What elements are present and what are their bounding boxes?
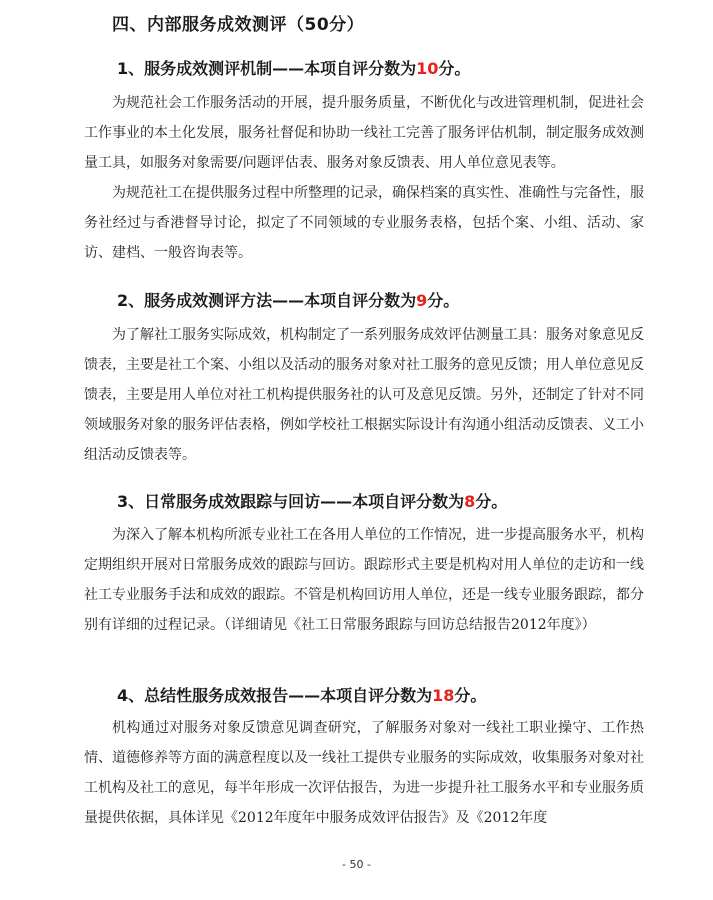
- item-2-heading-suffix: 分。: [427, 291, 460, 310]
- section-title: 四、内部服务成效测评（50分）: [112, 15, 365, 35]
- item-3-score: 8: [464, 492, 476, 511]
- item-1-heading-prefix: 1、服务成效测评机制——本项自评分数为: [117, 59, 417, 78]
- item-4-paragraph-1: 机构通过对服务对象反馈意见调查研究，了解服务对象对一线社工职业操守、工作热情、道德修养等方面的满意程度以及一线社工提供专业服务的实际成效，收集服务对象对社工机构及社工的意见，每半年形成一次评估报告，为进一步提升社工服务水平和专业服务质量提供依据，具体详见《2012年度年中服务成效评估报告》及《2012年度: [84, 720, 644, 826]
- item-4-heading: [117, 683, 486, 706]
- item-2-score: 9: [416, 291, 428, 310]
- item-3-paragraph-1: 为深入了解本机构所派专业社工在各用人单位的工作情况，进一步提高服务水平，机构定期组织开展对日常服务成效的跟踪与回访。跟踪形式主要是机构对用人单位的走访和一线社工专业服务手法和成效的跟踪。不管是机构回访用人单位，还是一线专业服务跟踪，都分别有详细的过程记录。（详细请见《社工日常服务跟踪与回访总结报告2012年度》）: [84, 527, 644, 633]
- item-4-score: 18: [432, 686, 455, 705]
- item-1-heading-suffix: 分。: [438, 59, 471, 78]
- page-number: - 50 -: [342, 858, 371, 871]
- item-1-score: 10: [416, 59, 439, 78]
- item-1-paragraph-1: 为规范社会工作服务活动的开展，提升服务质量，不断优化与改进管理机制，促进社会工作事业的本土化发展，服务社督促和协助一线社工完善了服务评估机制，制定服务成效测量工具，如服务对象需要/问题评估表、服务对象反馈表、用人单位意见表等。: [84, 95, 644, 171]
- item-2-heading-prefix: 2、服务成效测评方法——本项自评分数为: [117, 291, 417, 310]
- item-1-heading: [117, 56, 470, 79]
- item-2-heading: [117, 288, 459, 311]
- item-4-heading-suffix: 分。: [454, 686, 487, 705]
- item-3-heading-prefix: 3、日常服务成效跟踪与回访——本项自评分数为: [117, 492, 465, 511]
- item-2-paragraph-1: 为了解社工服务实际成效，机构制定了一系列服务成效评估测量工具：服务对象意见反馈表，主要是社工个案、小组以及活动的服务对象对社工服务的意见反馈；用人单位意见反馈表，主要是用人单位对社工机构提供服务社的认可及意见反馈。另外，还制定了针对不同领域服务对象的服务评估表格，例如学校社工根据实际设计有沟通小组活动反馈表、义工小组活动反馈表等。: [84, 327, 644, 463]
- item-3-heading-suffix: 分。: [475, 492, 508, 511]
- item-3-heading: [117, 489, 507, 512]
- item-1-paragraph-2: 为规范社工在提供服务过程中所整理的记录，确保档案的真实性、准确性与完备性，服务社经过与香港督导讨论，拟定了不同领域的专业服务表格，包括个案、小组、活动、家访、建档、一般咨询表等。: [84, 185, 644, 261]
- item-4-heading-prefix: 4、总结性服务成效报告——本项自评分数为: [117, 686, 433, 705]
